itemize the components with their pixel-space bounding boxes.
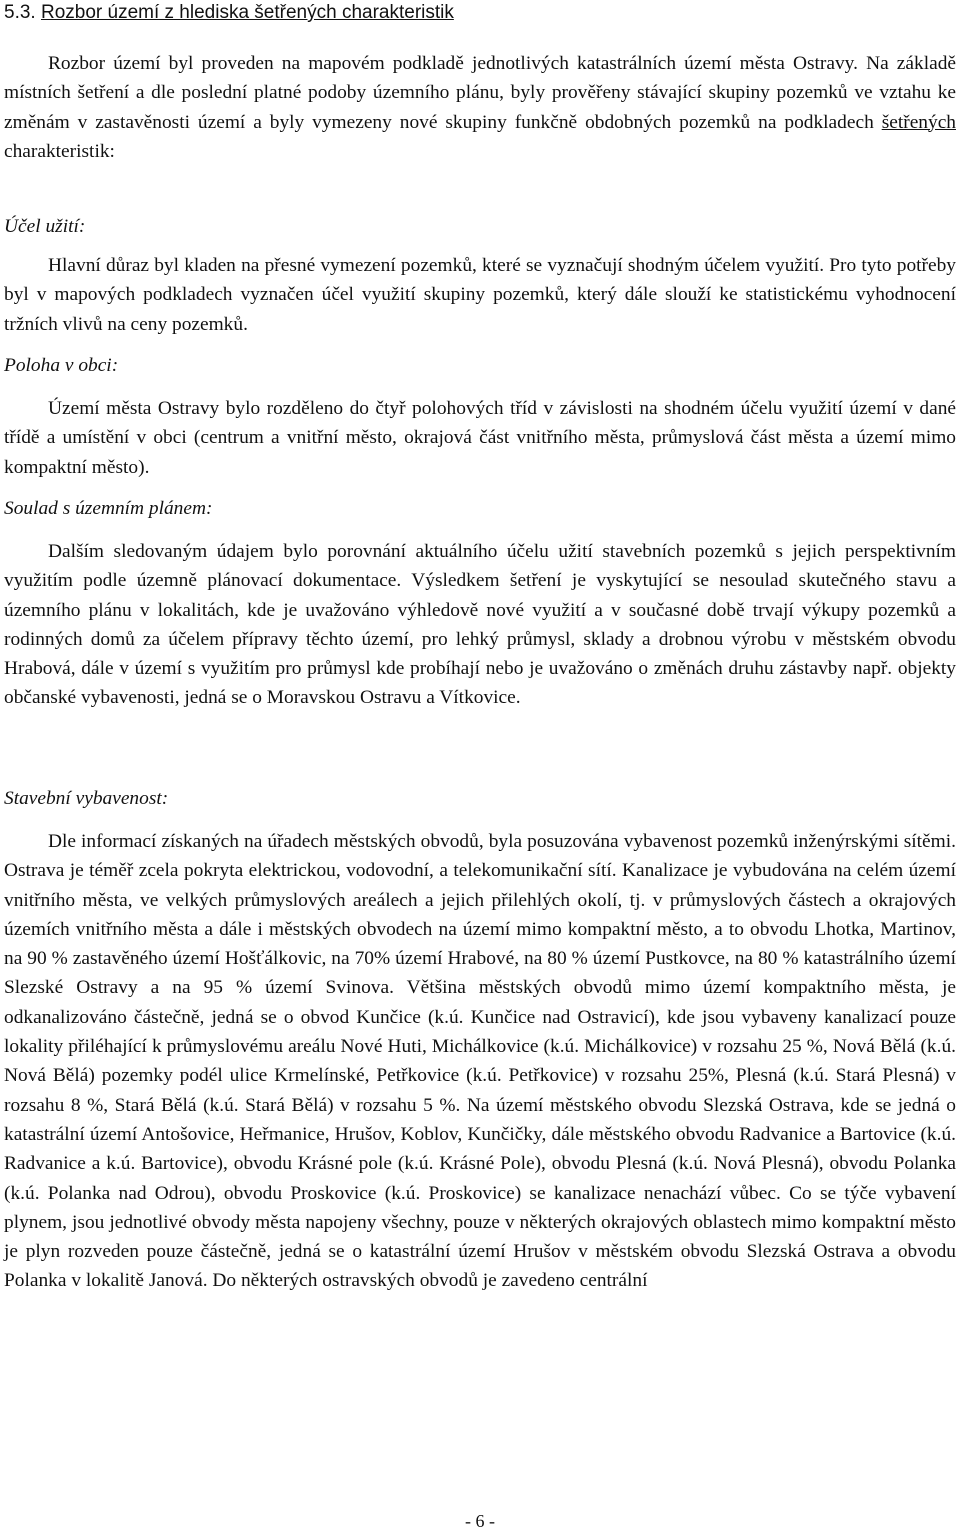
page-number: - 6 - [465, 1511, 495, 1531]
intro-text: Rozbor území byl proveden na mapovém podkladě jednotlivých katastrálních území města Ostravy. Na základě místních šetření a dle poslední platné podoby územního plánu, byly prověřeny stávající skupiny pozemků ve vztahu ke změnám v zastavěnosti území a byly vymezeny nové skupiny funkčně obdobných pozemků na podkladech [4, 53, 956, 133]
soulad-heading: Soulad s územním plánem: [4, 498, 213, 519]
intro-text-end: charakteristik: [4, 140, 115, 162]
ucel-paragraph: Hlavní důraz byl kladen na přesné vymezení pozemků, které se vyznačují shodným účelem využití. Pro tyto potřeby byl v mapových podkladech vyznačen účel využití skupiny pozemků, který dále slouží ke statistickému vyhodnocení tržních vlivů na ceny pozemků. [4, 255, 956, 335]
poloha-paragraph: Území města Ostravy bylo rozděleno do čtyř polohových tříd v závislosti na shodném účelu využití území v dané třídě a umístění v obci (centrum a vnitřní město, okrajová část vnitřního města, průmyslová část města a území mimo kompaktní město). [4, 398, 956, 478]
intro-paragraph [4, 49, 956, 166]
ucel-heading: Účel užití: [4, 216, 86, 237]
section-heading [4, 2, 454, 24]
soulad-paragraph: Dalším sledovaným údajem bylo porovnání aktuálního účelu užití stavebních pozemků s jejich perspektivním využitím podle územně plánovací dokumentace. Výsledkem šetření je vyskytující se nesoulad skutečného stavu a územního plánu v lokalitách, kde je uvažováno výhledově nové využití a v současné době trvají výkupy pozemků a rodinných domů za účelem přípravy těchto území, pro lehký průmysl, sklady a drobnou výrobu v městském obvodu Hrabová, dále v území s využitím pro průmysl kde probíhají nebo je uvažováno o změnách druhu zástavby např. objekty občanské vybavenosti, jedná se o Moravskou Ostravu a Vítkovice. [4, 541, 956, 709]
poloha-heading: Poloha v obci: [4, 355, 119, 376]
stavebni-paragraph: Dle informací získaných na úřadech městských obvodů, byla posuzována vybavenost pozemků inženýrskými sítěmi. Ostrava je téměř zcela pokryta elektrickou, vodovodní, a telekomunikační sítí. Kanalizace je vybudována na celém území vnitřního města, ve velkých průmyslových areálech a jejich přilehlých okolí, tj. v průmyslových částech a okrajových územích vnitřního města a dále i městských obvodech na území mimo kompaktní město, a to obvodu Lhotka, Martinov, na 90 % zastavěného území Hošťálkovic, na 70% území Hrabové, na 80 % území Pustkovce, na 80 % katastrálního území Slezské Ostravy a na 95 % území Svinova. Většina městských obvodů mimo území kompaktního města, je odkanalizováno částečně, jedná se o obvod Kunčice (k.ú. Kunčice nad Ostravicí), kde jsou vybaveny kanalizací pouze lokality přiléhající k průmyslovému areálu Nové Huti, Michálkovice (k.ú. Michálkovice) v rozsahu 25 %, Nová Bělá (k.ú. Nová Bělá) pozemky podél ulice Krmelínské, Petřkovice (k.ú. Petřkovice) v rozsahu 25%, Plesná (k.ú. Stará Plesná) v rozsahu 8 %, Stará Bělá (k.ú. Stará Bělá) v rozsahu 5 %. Na území městského obvodu Slezská Ostrava, kde se jedná o katastrální území Antošovice, Heřmanice, Hrušov, Koblov, Kunčičky, dále městského obvodu Radvanice a Bartovice (k.ú. Radvanice a k.ú. Bartovice), obvodu Krásné pole (k.ú. Krásné Pole), obvodu Plesná (k.ú. Nová Plesná), obvodu Polanka (k.ú. Polanka nad Odrou), obvodu Proskovice (k.ú. Proskovice) se kanalizace nenachází vůbec. Co se týče vybavení plynem, jsou jednotlivé obvody města napojeny všechny, pouze v některých okrajových oblastech mimo kompaktní město je plyn rozveden pouze částečně, jedná se o katastrální území Hrušov v městském obvodu Slezská Ostrava a obvodu Polanka v lokalitě Janová. Do některých ostravských obvodů je zavedeno centrální [4, 831, 956, 1292]
section-title: Rozbor území z hlediska šetřených charakteristik [40, 2, 454, 23]
stavebni-heading: Stavební vybavenost: [4, 788, 169, 809]
section-number: 5.3. [4, 2, 36, 23]
intro-link-setrenych: šetřených [881, 111, 956, 133]
